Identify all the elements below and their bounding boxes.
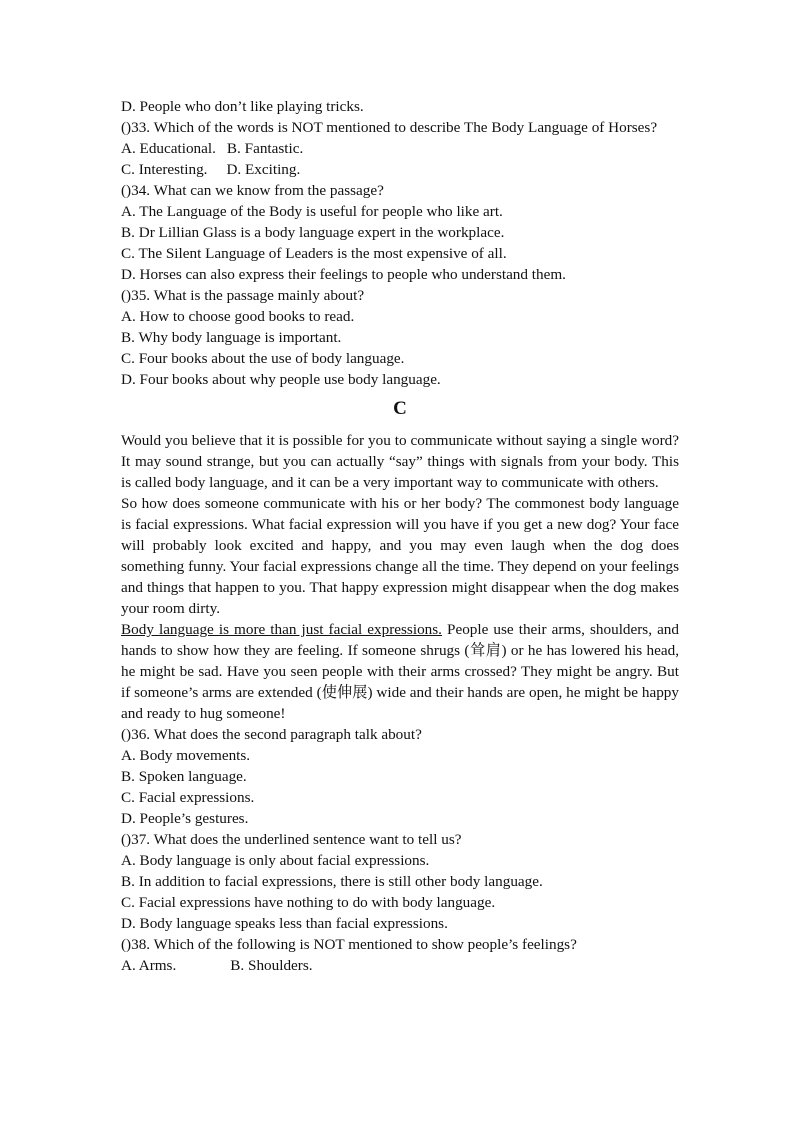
q34-option-c: C. The Silent Language of Leaders is the most expensive of all. [121,245,507,262]
q38-stem: ()38. Which of the following is NOT mentioned to show people’s feelings? [121,936,577,953]
q37-option-a: A. Body language is only about facial expressions. [121,852,430,869]
passage-paragraph-3 [121,619,679,724]
q38-option-a: A. Arms. [121,957,177,974]
q33-option-d: D. Exciting. [226,161,301,178]
q33-option-b: B. Fantastic. [226,140,304,157]
q35-stem: ()35. What is the passage mainly about? [121,287,365,304]
q36-option-d: D. People’s gestures. [121,810,249,827]
document-page [121,96,679,976]
q33-option-a: A. Educational. [121,140,216,157]
q34-option-b: B. Dr Lillian Glass is a body language expert in the workplace. [121,224,505,241]
passage-paragraph-2: So how does someone communicate with his or her body? The commonest body language is facial expressions. What facial expression will you have if you get a new dog? Your face will probably look excited and happy, and you may even laugh when the dog does something funny. Your facial expressions change all the time. They depend on your feelings and things that happen to you. That happy expression might disappear when the dog makes your room dirty. [121,495,680,617]
q37-option-d: D. Body language speaks less than facial expressions. [121,915,448,932]
passage-paragraph-1: Would you believe that it is possible for you to communicate without saying a single word? It may sound strange, but you can actually “say” things with signals from your body. This is called body language, and it can be a very important way to communicate with others. [121,432,679,491]
q34-option-a: A. The Language of the Body is useful for people who like art. [121,203,503,220]
section-heading-c: C [393,398,407,419]
q37-option-b: B. In addition to facial expressions, there is still other body language. [121,873,543,890]
q35-option-c: C. Four books about the use of body language. [121,350,405,367]
q35-option-d: D. Four books about why people use body language. [121,371,441,388]
q36-stem: ()36. What does the second paragraph talk about? [121,726,422,743]
q33-options-cd [121,159,679,180]
q36-option-a: A. Body movements. [121,747,251,764]
q38-option-b: B. Shoulders. [230,957,313,974]
q33-option-c: C. Interesting. [121,161,208,178]
q37-option-c: C. Facial expressions have nothing to do with body language. [121,894,496,911]
q33-stem: ()33. Which of the words is NOT mentioned to describe The Body Language of Horses? [121,119,658,136]
paragraph-3-rest: People use their arms, shoulders, and hands to show how they are feeling. If someone shrugs (耸肩) or he has lowered his head, he might be sad. Have you seen people with their arms crossed? They might be angry. But if someone’s arms are extended (使伸展) wide and their hands are open, he might be happy and ready to hug someone! [121,621,679,722]
q32-option-d: D. People who don’t like playing tricks. [121,98,364,115]
q36-option-c: C. Facial expressions. [121,789,255,806]
q36-option-b: B. Spoken language. [121,768,247,785]
q35-option-a: A. How to choose good books to read. [121,308,355,325]
q34-stem: ()34. What can we know from the passage? [121,182,384,199]
q33-options-ab [121,138,679,159]
q37-stem: ()37. What does the underlined sentence want to tell us? [121,831,462,848]
q38-options-ab [121,955,679,976]
q35-option-b: B. Why body language is important. [121,329,342,346]
q34-option-d: D. Horses can also express their feelings to people who understand them. [121,266,566,283]
underlined-sentence: Body language is more than just facial expressions. [121,621,442,638]
